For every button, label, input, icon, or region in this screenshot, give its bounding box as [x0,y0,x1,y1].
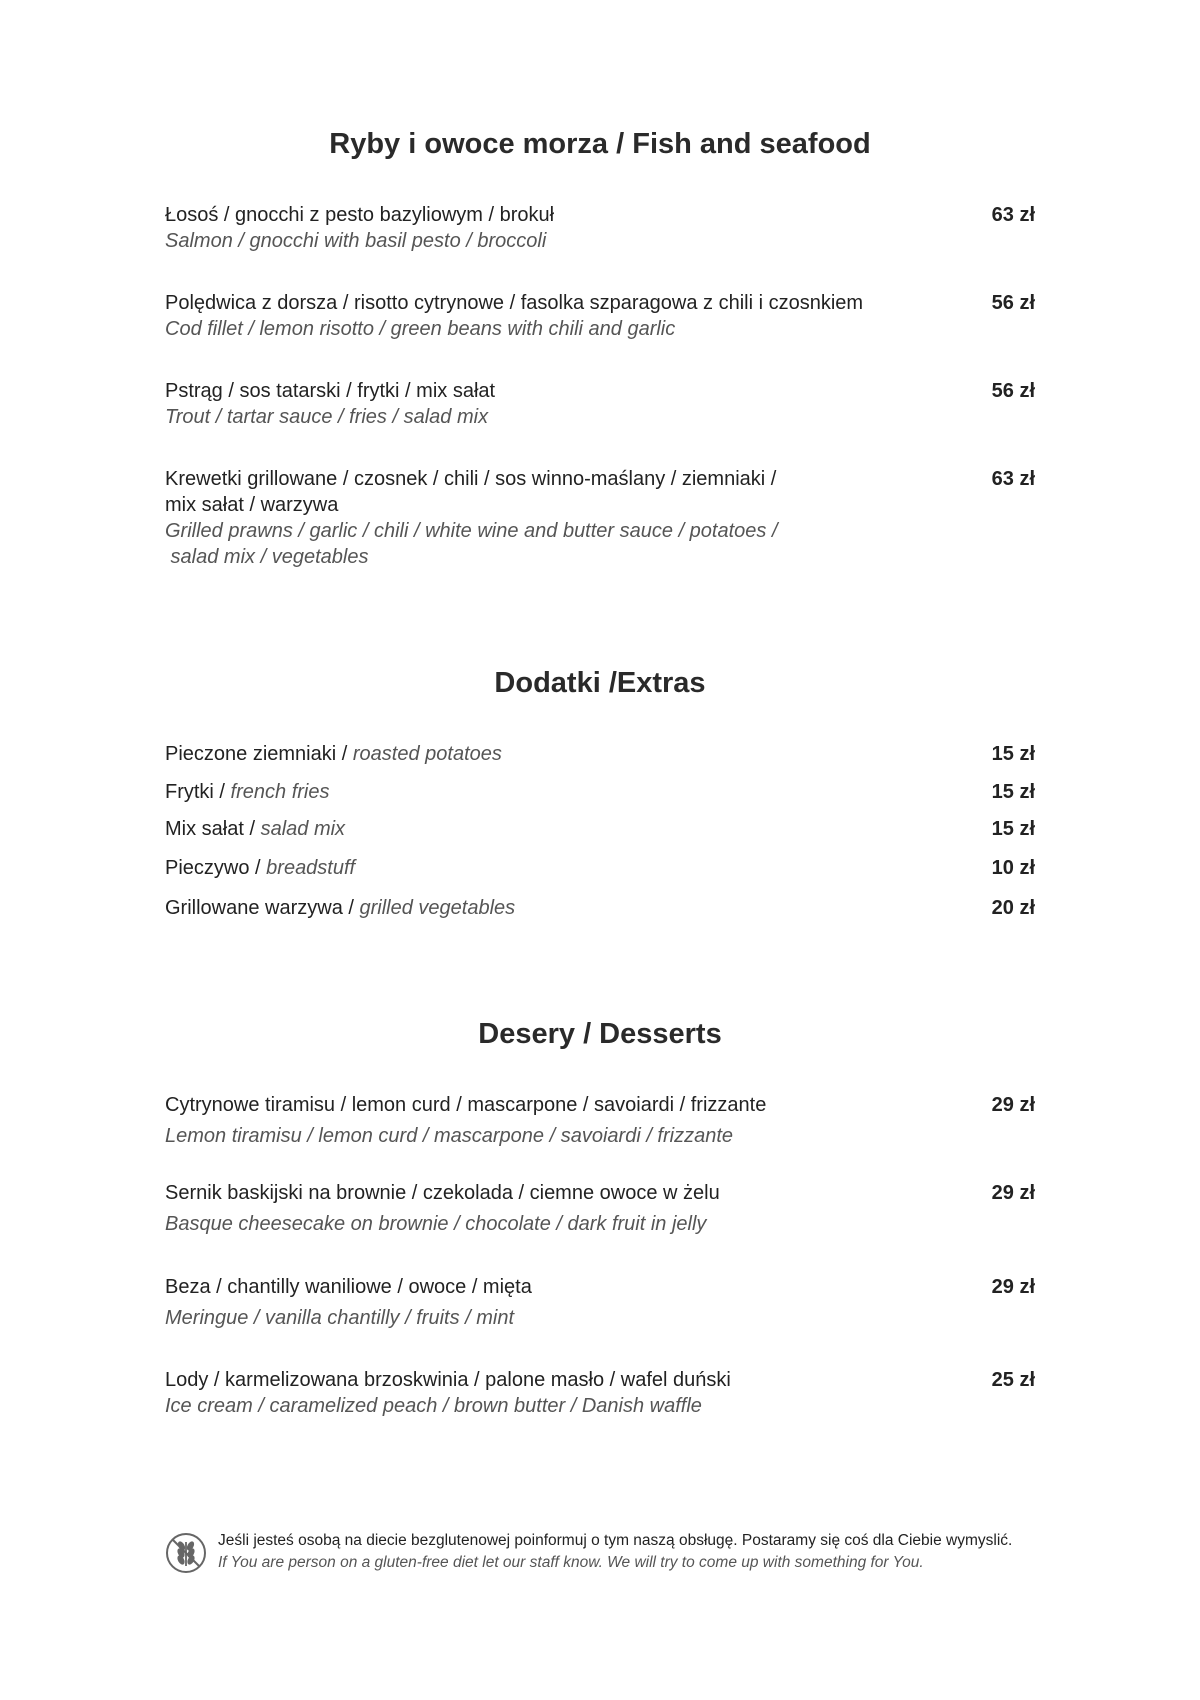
gluten-free-text-pl: Jeśli jesteś osobą na diecie bezglutenowej poinformuj o tym naszą obsługę. Postaramy się coś dla Ciebie wymyslić. [218,1532,1013,1549]
item-price: 20 zł [991,897,1035,919]
item-price: 15 zł [991,743,1035,765]
item-name-en: salad mix / vegetables [165,546,369,568]
item-price: 25 zł [991,1369,1035,1391]
item-price: 56 zł [991,292,1035,314]
item-name-en: breadstuff [266,857,356,879]
menu-item [165,1180,1035,1237]
section-title-fish: Ryby i owoce morza / Fish and seafood [329,128,871,160]
item-name-pl: Mix sałat / [165,818,261,840]
item-name-pl: Pstrąg / sos tatarski / frytki / mix sałat [165,380,496,402]
menu-item [165,378,1035,430]
menu-item [165,466,1035,570]
item-name-pl: Beza / chantilly waniliowe / owoce / mięta [165,1276,532,1298]
menu-item [165,290,1035,342]
item-price: 29 zł [991,1276,1035,1298]
item-name-pl: Cytrynowe tiramisu / lemon curd / mascarpone / savoiardi / frizzante [165,1094,767,1116]
item-name-pl: Łosoś / gnocchi z pesto bazyliowym / brokuł [165,204,555,226]
gluten-free-text [218,1530,1012,1574]
item-price: 10 zł [991,857,1035,879]
item-name-pl: Grillowane warzywa / [165,897,360,919]
menu-item [165,1092,1035,1149]
item-name-en: Trout / tartar sauce / fries / salad mix [165,406,489,428]
item-name-pl: Polędwica z dorsza / risotto cytrynowe / fasolka szparagowa z chili i czosnkiem [165,292,864,314]
menu-item [165,202,1035,254]
section-title-desserts: Desery / Desserts [478,1018,722,1050]
item-name-en: french fries [230,781,330,803]
item-price: 63 zł [991,468,1035,490]
item-price: 15 zł [991,818,1035,840]
item-name-pl: Pieczywo / [165,857,267,879]
item-price: 29 zł [991,1182,1035,1204]
item-name-en: Basque cheesecake on brownie / chocolate / dark fruit in jelly [165,1213,707,1235]
menu-item [165,1274,1035,1331]
item-name-pl: Sernik baskijski na brownie / czekolada / ciemne owoce w żelu [165,1182,720,1204]
gluten-free-note [165,1530,1065,1580]
menu-item [165,1367,1035,1419]
item-name-en: Ice cream / caramelized peach / brown butter / Danish waffle [165,1395,702,1417]
extra-item [165,741,502,767]
item-name-en: Cod fillet / lemon risotto / green beans with chili and garlic [165,318,676,340]
item-name-en: Grilled prawns / garlic / chili / white wine and butter sauce / potatoes / [165,520,778,542]
item-price: 63 zł [991,204,1035,226]
item-name-en: Salmon / gnocchi with basil pesto / broccoli [165,230,547,252]
item-price: 29 zł [991,1094,1035,1116]
gluten-free-icon [165,1532,207,1574]
item-name-en: grilled vegetables [359,897,516,919]
item-name-en: Meringue / vanilla chantilly / fruits / mint [165,1307,515,1329]
item-name-en: Lemon tiramisu / lemon curd / mascarpone / savoiardi / frizzante [165,1125,734,1147]
extra-item [165,855,355,881]
item-name-en: roasted potatoes [352,743,502,765]
item-name-pl: Lody / karmelizowana brzoskwinia / palone masło / wafel duński [165,1369,731,1391]
extra-item [165,779,329,805]
item-name-pl: Pieczone ziemniaki / [165,743,353,765]
extra-item [165,816,345,842]
item-name-en: salad mix [260,818,346,840]
item-price: 56 zł [991,380,1035,402]
gluten-free-text-en: If You are person on a gluten-free diet let our staff know. We will try to come up with something for You. [218,1554,924,1571]
section-title-extras: Dodatki /Extras [494,667,706,699]
item-name-pl: Frytki / [165,781,231,803]
extra-item [165,895,515,921]
item-price: 15 zł [991,781,1035,803]
item-name-pl: Krewetki grillowane / czosnek / chili / sos winno-maślany / ziemniaki / [165,468,777,490]
item-name-pl: mix sałat / warzywa [165,494,339,516]
